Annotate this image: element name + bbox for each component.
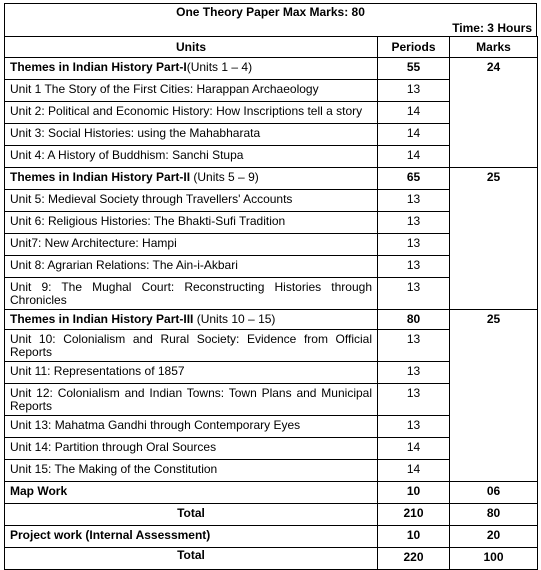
syllabus-table [4, 36, 538, 570]
total-label: Total [5, 504, 378, 526]
theme-periods: 55 [378, 58, 450, 80]
time-allowed: Time: 3 Hours [4, 20, 537, 36]
theme-label [5, 310, 378, 330]
unit-periods: 13 [378, 416, 450, 438]
unit-label: Unit 2: Political and Economic History: How Inscriptions tell a story [5, 102, 378, 124]
theme-units: (Units 5 – 9) [190, 170, 259, 184]
theme-marks: 25 [450, 168, 538, 310]
theme-title: Themes in Indian History Part-I [10, 60, 187, 74]
unit-periods: 13 [378, 384, 450, 416]
project-periods: 10 [378, 526, 450, 548]
map-work-periods: 10 [378, 482, 450, 504]
unit-label: Unit 5: Medieval Society through Travellers' Accounts [5, 190, 378, 212]
total-marks: 80 [450, 504, 538, 526]
paper-title: One Theory Paper Max Marks: 80 [4, 3, 537, 20]
theme-row-part2 [5, 168, 538, 190]
unit-label: Unit 15: The Making of the Constitution [5, 460, 378, 482]
unit-label: Unit7: New Architecture: Hampi [5, 234, 378, 256]
unit-periods: 14 [378, 460, 450, 482]
unit-label: Unit 1 The Story of the First Cities: Harappan Archaeology [5, 80, 378, 102]
unit-periods: 13 [378, 330, 450, 362]
theme-units: (Units 1 – 4) [186, 60, 253, 74]
header-row [5, 37, 538, 58]
project-label: Project work (Internal Assessment) [5, 526, 378, 548]
unit-label: Unit 4: A History of Buddhism: Sanchi Stupa [5, 146, 378, 168]
unit-periods: 13 [378, 256, 450, 278]
theme-periods: 65 [378, 168, 450, 190]
unit-label: Unit 6: Religious Histories: The Bhakti-Sufi Tradition [5, 212, 378, 234]
theme-units: (Units 10 – 15) [193, 312, 276, 326]
unit-periods: 13 [378, 234, 450, 256]
unit-periods: 14 [378, 146, 450, 168]
theme-marks: 24 [450, 58, 538, 168]
unit-label: Unit 10: Colonialism and Rural Society: Evidence from Official Reports [5, 330, 378, 362]
unit-periods: 13 [378, 190, 450, 212]
unit-periods: 13 [378, 80, 450, 102]
periods-header: Periods [378, 37, 450, 58]
total-row [5, 504, 538, 526]
grand-total-row [5, 548, 538, 570]
total-periods: 210 [378, 504, 450, 526]
unit-periods: 14 [378, 124, 450, 146]
theme-row-part1 [5, 58, 538, 80]
project-marks: 20 [450, 526, 538, 548]
theme-label [5, 58, 378, 80]
unit-label: Unit 9: The Mughal Court: Reconstructing Histories through Chronicles [5, 278, 378, 310]
theme-label [5, 168, 378, 190]
grand-total-marks: 100 [450, 548, 538, 570]
map-work-label: Map Work [5, 482, 378, 504]
grand-total-periods: 220 [378, 548, 450, 570]
theme-title: Themes in Indian History Part-II [10, 170, 191, 184]
unit-label: Unit 8: Agrarian Relations: The Ain-i-Akbari [5, 256, 378, 278]
theme-row-part3 [5, 310, 538, 330]
grand-total-label: Total [5, 548, 378, 570]
units-header: Units [5, 37, 378, 58]
theme-periods: 80 [378, 310, 450, 330]
theme-marks: 25 [450, 310, 538, 482]
unit-periods: 13 [378, 362, 450, 384]
unit-periods: 14 [378, 102, 450, 124]
marks-header: Marks [450, 37, 538, 58]
map-work-row [5, 482, 538, 504]
unit-periods: 14 [378, 438, 450, 460]
syllabus-document [4, 3, 537, 570]
unit-label: Unit 3: Social Histories: using the Mahabharata [5, 124, 378, 146]
project-row [5, 526, 538, 548]
theme-title: Themes in Indian History Part-III [10, 312, 194, 326]
unit-label: Unit 11: Representations of 1857 [5, 362, 378, 384]
unit-label: Unit 14: Partition through Oral Sources [5, 438, 378, 460]
unit-periods: 13 [378, 212, 450, 234]
unit-periods: 13 [378, 278, 450, 310]
map-work-marks: 06 [450, 482, 538, 504]
unit-label: Unit 12: Colonialism and Indian Towns: Town Plans and Municipal Reports [5, 384, 378, 416]
unit-label: Unit 13: Mahatma Gandhi through Contemporary Eyes [5, 416, 378, 438]
